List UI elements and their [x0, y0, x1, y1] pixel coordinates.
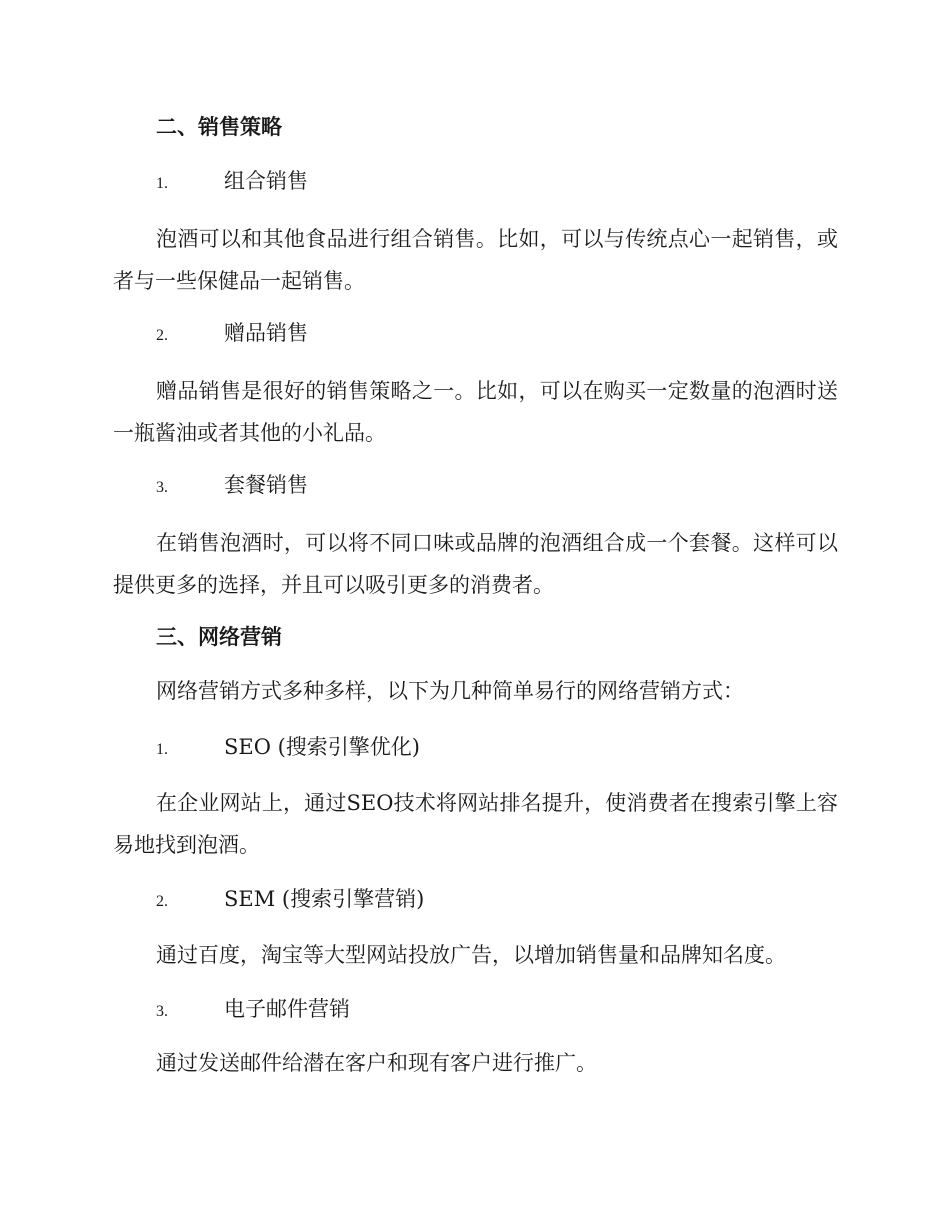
- list-item: [156, 726, 838, 771]
- item-paragraph: 赠品销售是很好的销售策略之一。比如，可以在购买一定数量的泡酒时送一瓶酱油或者其他的小礼品。: [113, 379, 838, 445]
- list-item: [156, 878, 838, 923]
- section-heading: 二、销售策略: [156, 114, 282, 139]
- item-title: 赠品销售: [224, 321, 308, 345]
- item-title: SEM (搜索引擎营销): [224, 887, 425, 911]
- item-paragraph: 泡酒可以和其他食品进行组合销售。比如，可以与传统点心一起销售，或者与一些保健品一起销售。: [113, 227, 838, 293]
- item-title: 电子邮件营销: [224, 997, 350, 1021]
- item-paragraph: 通过百度，淘宝等大型网站投放广告，以增加销售量和品牌知名度。: [156, 943, 786, 967]
- item-title: SEO (搜索引擎优化): [224, 735, 420, 759]
- list-item: [156, 464, 838, 509]
- list-item: [156, 160, 838, 205]
- section-intro: 网络营销方式多种多样，以下为几种简单易行的网络营销方式：: [156, 679, 744, 703]
- list-item: [156, 988, 838, 1033]
- section-heading: 三、网络营销: [156, 624, 282, 649]
- item-number: 3.: [156, 479, 168, 496]
- item-number: 2.: [156, 327, 168, 344]
- item-paragraph: 在销售泡酒时，可以将不同口味或品牌的泡酒组合成一个套餐。这样可以提供更多的选择，并且可以吸引更多的消费者。: [113, 531, 838, 597]
- item-number: 1.: [156, 175, 168, 192]
- item-title: 组合销售: [224, 169, 308, 193]
- item-title: 套餐销售: [224, 473, 308, 497]
- item-paragraph: 通过发送邮件给潜在客户和现有客户进行推广。: [156, 1051, 597, 1075]
- item-paragraph: 在企业网站上，通过SEO技术将网站排名提升，使消费者在搜索引擎上容易地找到泡酒。: [113, 791, 838, 857]
- item-number: 2.: [156, 893, 168, 910]
- item-number: 1.: [156, 741, 168, 758]
- item-number: 3.: [156, 1003, 168, 1020]
- list-item: [156, 312, 838, 357]
